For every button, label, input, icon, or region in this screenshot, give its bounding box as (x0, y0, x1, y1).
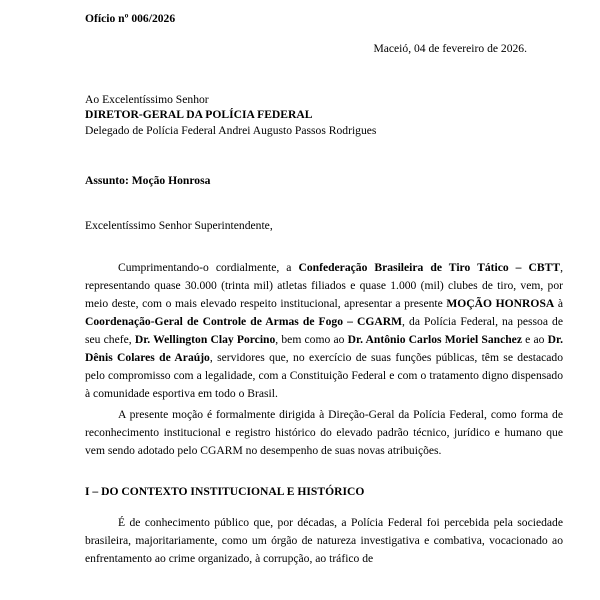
section-heading-contexto: I – DO CONTEXTO INSTITUCIONAL E HISTÓRICO (85, 484, 365, 498)
paragraph-direcao-geral: A presente moção é formalmente dirigida à Direção-Geral da Polícia Federal, como forma de reconhecimento institucional e registro histórico do elevado padrão técnico, jurídico e humano que vem sendo adotado pelo CGARM no desempenho de suas novas atribuições. (85, 407, 563, 457)
addressee-block (85, 92, 563, 138)
greeting-line: Excelentíssimo Senhor Superintendente, (85, 218, 273, 232)
paragraph-contexto-historico: É de conhecimento público que, por décadas, a Polícia Federal foi percebida pela sociedade brasileira, majoritariamente, como um órgão de natureza investigativa e combativa, vocacionado ao enfrentamento ao crime organizado, à corrupção, ao tráfico de (85, 515, 563, 565)
city-date-line: Maceió, 04 de fevereiro de 2026. (373, 42, 527, 55)
addressee-recipient-name: Delegado de Polícia Federal Andrei Augusto Passos Rodrigues (85, 123, 377, 137)
oficio-reference-number: Ofício nº 006/2026 (85, 12, 176, 25)
addressee-recipient-title: DIRETOR-GERAL DA POLÍCIA FEDERAL (85, 108, 313, 122)
paragraph-mocao-honrosa: Cumprimentando-o cordialmente, a Confederação Brasileira de Tiro Tático – CBTT, representando quase 30.000 (trinta mil) atletas filiados e quase 1.000 (mil) clubes de tiro, vem, por meio deste, com o mais elevado respeito institucional, apresentar a presente MOÇÃO HONROSA à Coordenação-Geral de Controle de Armas de Fogo – CGARM, da Polícia Federal, na pessoa de seu chefe, Dr. Wellington Clay Porcino, bem como ao Dr. Antônio Carlos Moriel Sanchez e ao Dr. Dênis Colares de Araújo, servidores que, no exercício de suas funções públicas, têm se destacado pelo compromisso com a legalidade, com a Constituição Federal e com o tratamento digno dispensado à comunidade esportiva em todo o Brasil. (85, 260, 564, 400)
subject-line: Assunto: Moção Honrosa (85, 173, 211, 187)
addressee-salutation: Ao Excelentíssimo Senhor (85, 93, 209, 106)
